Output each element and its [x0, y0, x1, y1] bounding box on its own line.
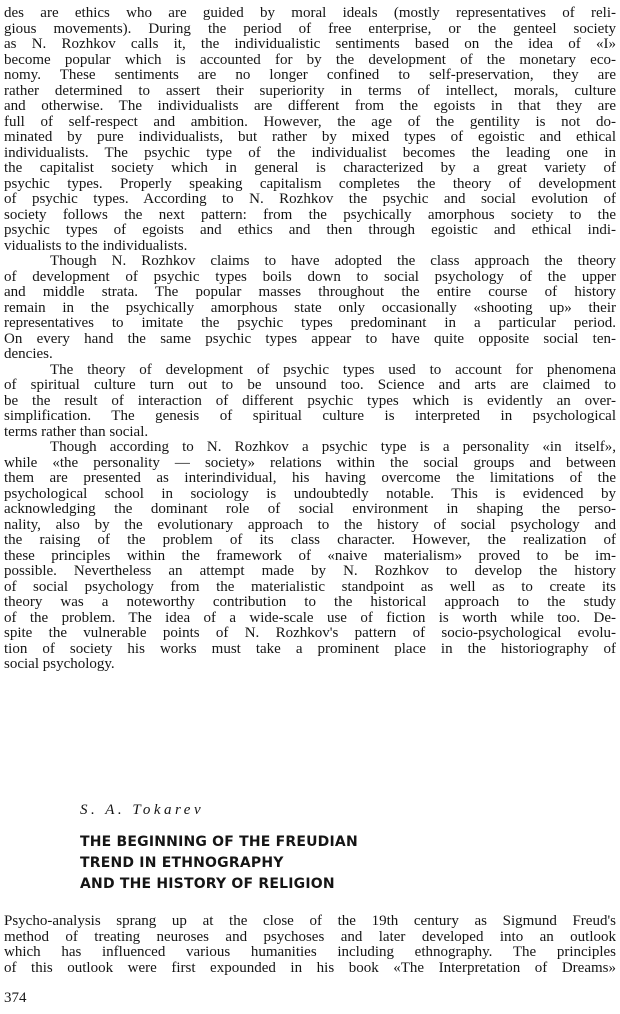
text-line: psychic types. Properly speaking capitalism completes the theory of development	[4, 176, 616, 192]
title-line: TREND IN ETHNOGRAPHY	[80, 855, 284, 871]
page-number: 374	[4, 990, 27, 1006]
text-line: rather determined to assert their superiority in terms of intellect, morals, culture	[4, 83, 616, 99]
text-line: and middle strata. The popular masses throughout the entire course of history	[4, 285, 616, 300]
article-intro-paragraph	[4, 914, 616, 976]
text-line: while «the personality — society» relations within the social groups and between	[4, 455, 616, 471]
text-line: dencies.	[4, 347, 53, 362]
text-line: Though N. Rozhkov claims to have adopted the class approach the theory	[50, 254, 616, 269]
text-line: of development of psychic types boils down to social psychology of the upper	[4, 269, 616, 285]
text-line: remain in the psychically amorphous state only occasionally «shooting up» their	[4, 300, 616, 316]
text-line: nomy. These sentiments are no longer confined to self-preservation, they are	[4, 68, 616, 83]
text-line: full of self-respect and ambition. However, the age of the gentility is not do-	[4, 114, 616, 130]
text-line: society follows the next pattern: from the psychically amorphous society to the	[4, 207, 616, 223]
title-line: AND THE HISTORY OF RELIGION	[80, 876, 335, 892]
paragraph	[4, 6, 616, 254]
text-line: terms rather than social.	[4, 424, 149, 440]
text-line: individualists. The psychic type of the individualist becomes the leading one in	[4, 145, 616, 161]
paragraph	[4, 440, 616, 673]
text-line: simplification. The genesis of spiritual culture is interpreted in psychological	[4, 409, 616, 424]
text-line: social psychology.	[4, 657, 115, 672]
text-line: Psycho-analysis sprang up at the close of the 19th century as Sigmund Freud's	[4, 914, 616, 929]
text-line: minated by pure individualists, but rather by mixed types of egoistic and ethical	[4, 130, 616, 145]
text-line: them are presented as interindividual, his having overcome the limitations of the	[4, 471, 616, 486]
text-line: spite the vulnerable points of N. Rozhkov's pattern of socio-psychological evolu-	[4, 626, 616, 641]
previous-article-text	[4, 6, 616, 673]
text-line: nality, also by the evolutionary approach to the history of social psychology and	[4, 517, 616, 533]
text-line: possible. Nevertheless an attempt made by N. Rozhkov to develop the history	[4, 564, 616, 579]
paragraph	[4, 363, 616, 441]
text-line: tion of society his works must take a prominent place in the historiography of	[4, 641, 616, 657]
text-line: Though according to N. Rozhkov a psychic type is a personality «in itself»,	[50, 440, 616, 455]
text-line: which has influenced various humanities including ethnography. The principles	[4, 945, 616, 960]
text-line: des are ethics who are guided by moral ideals (mostly representatives of reli-	[4, 6, 616, 21]
text-line: and otherwise. The individualists are different from the egoists in that they are	[4, 99, 616, 114]
text-line: gious movements). During the period of free enterprise, or the genteel society	[4, 21, 616, 37]
article-author: S. A. Tokarev	[80, 802, 205, 818]
text-line: method of treating neuroses and psychoses and later developed into an outlook	[4, 929, 616, 945]
text-line: theory was a noteworthy contribution to the historical approach to the study	[4, 595, 616, 610]
text-line: acknowledging the dominant role of social environment in shaping the perso-	[4, 502, 616, 517]
text-line: be the result of interaction of different psychic types which is evidently an over-	[4, 393, 616, 409]
text-line: the raising of the problem of its class character. However, the realization of	[4, 533, 616, 548]
text-line: of psychic types. According to N. Rozhkov the psychic and social evolution of	[4, 192, 616, 207]
title-line: THE BEGINNING OF THE FREUDIAN	[80, 834, 358, 850]
text-line: of the problem. The idea of a wide-scale use of fiction is worth while too. De-	[4, 610, 616, 626]
text-line: these principles within the framework of «naive materialism» proved to be im-	[4, 548, 616, 564]
text-line: of social psychology from the materialistic standpoint as well as to create its	[4, 579, 616, 595]
text-line: The theory of development of psychic types used to account for phenomena	[50, 362, 616, 378]
text-line: psychic types of egoists and ethics and then through egoistic and ethical indi-	[4, 223, 616, 238]
text-line: representatives to imitate the psychic types predominant in a particular period.	[4, 316, 616, 331]
text-line: of this outlook were first expounded in his book «The Interpretation of Dreams»	[4, 960, 616, 976]
text-line: psychological school in sociology is undoubtedly notable. This is evidenced by	[4, 486, 616, 502]
text-line: of spiritual culture turn out to be unsound too. Science and arts are claimed to	[4, 378, 616, 393]
text-line: the capitalist society which in general is characterized by a great variety of	[4, 161, 616, 176]
text-line: vidualists to the individualists.	[4, 238, 188, 254]
paragraph	[4, 254, 616, 363]
article-title	[80, 832, 358, 895]
text-line: On every hand the same psychic types appear to have quite opposite social ten-	[4, 331, 616, 347]
text-line: become popular which is accounted for by the development of the monetary eco-	[4, 52, 616, 68]
text-line: as N. Rozhkov calls it, the individualistic sentiments based on the idea of «I»	[4, 37, 616, 52]
